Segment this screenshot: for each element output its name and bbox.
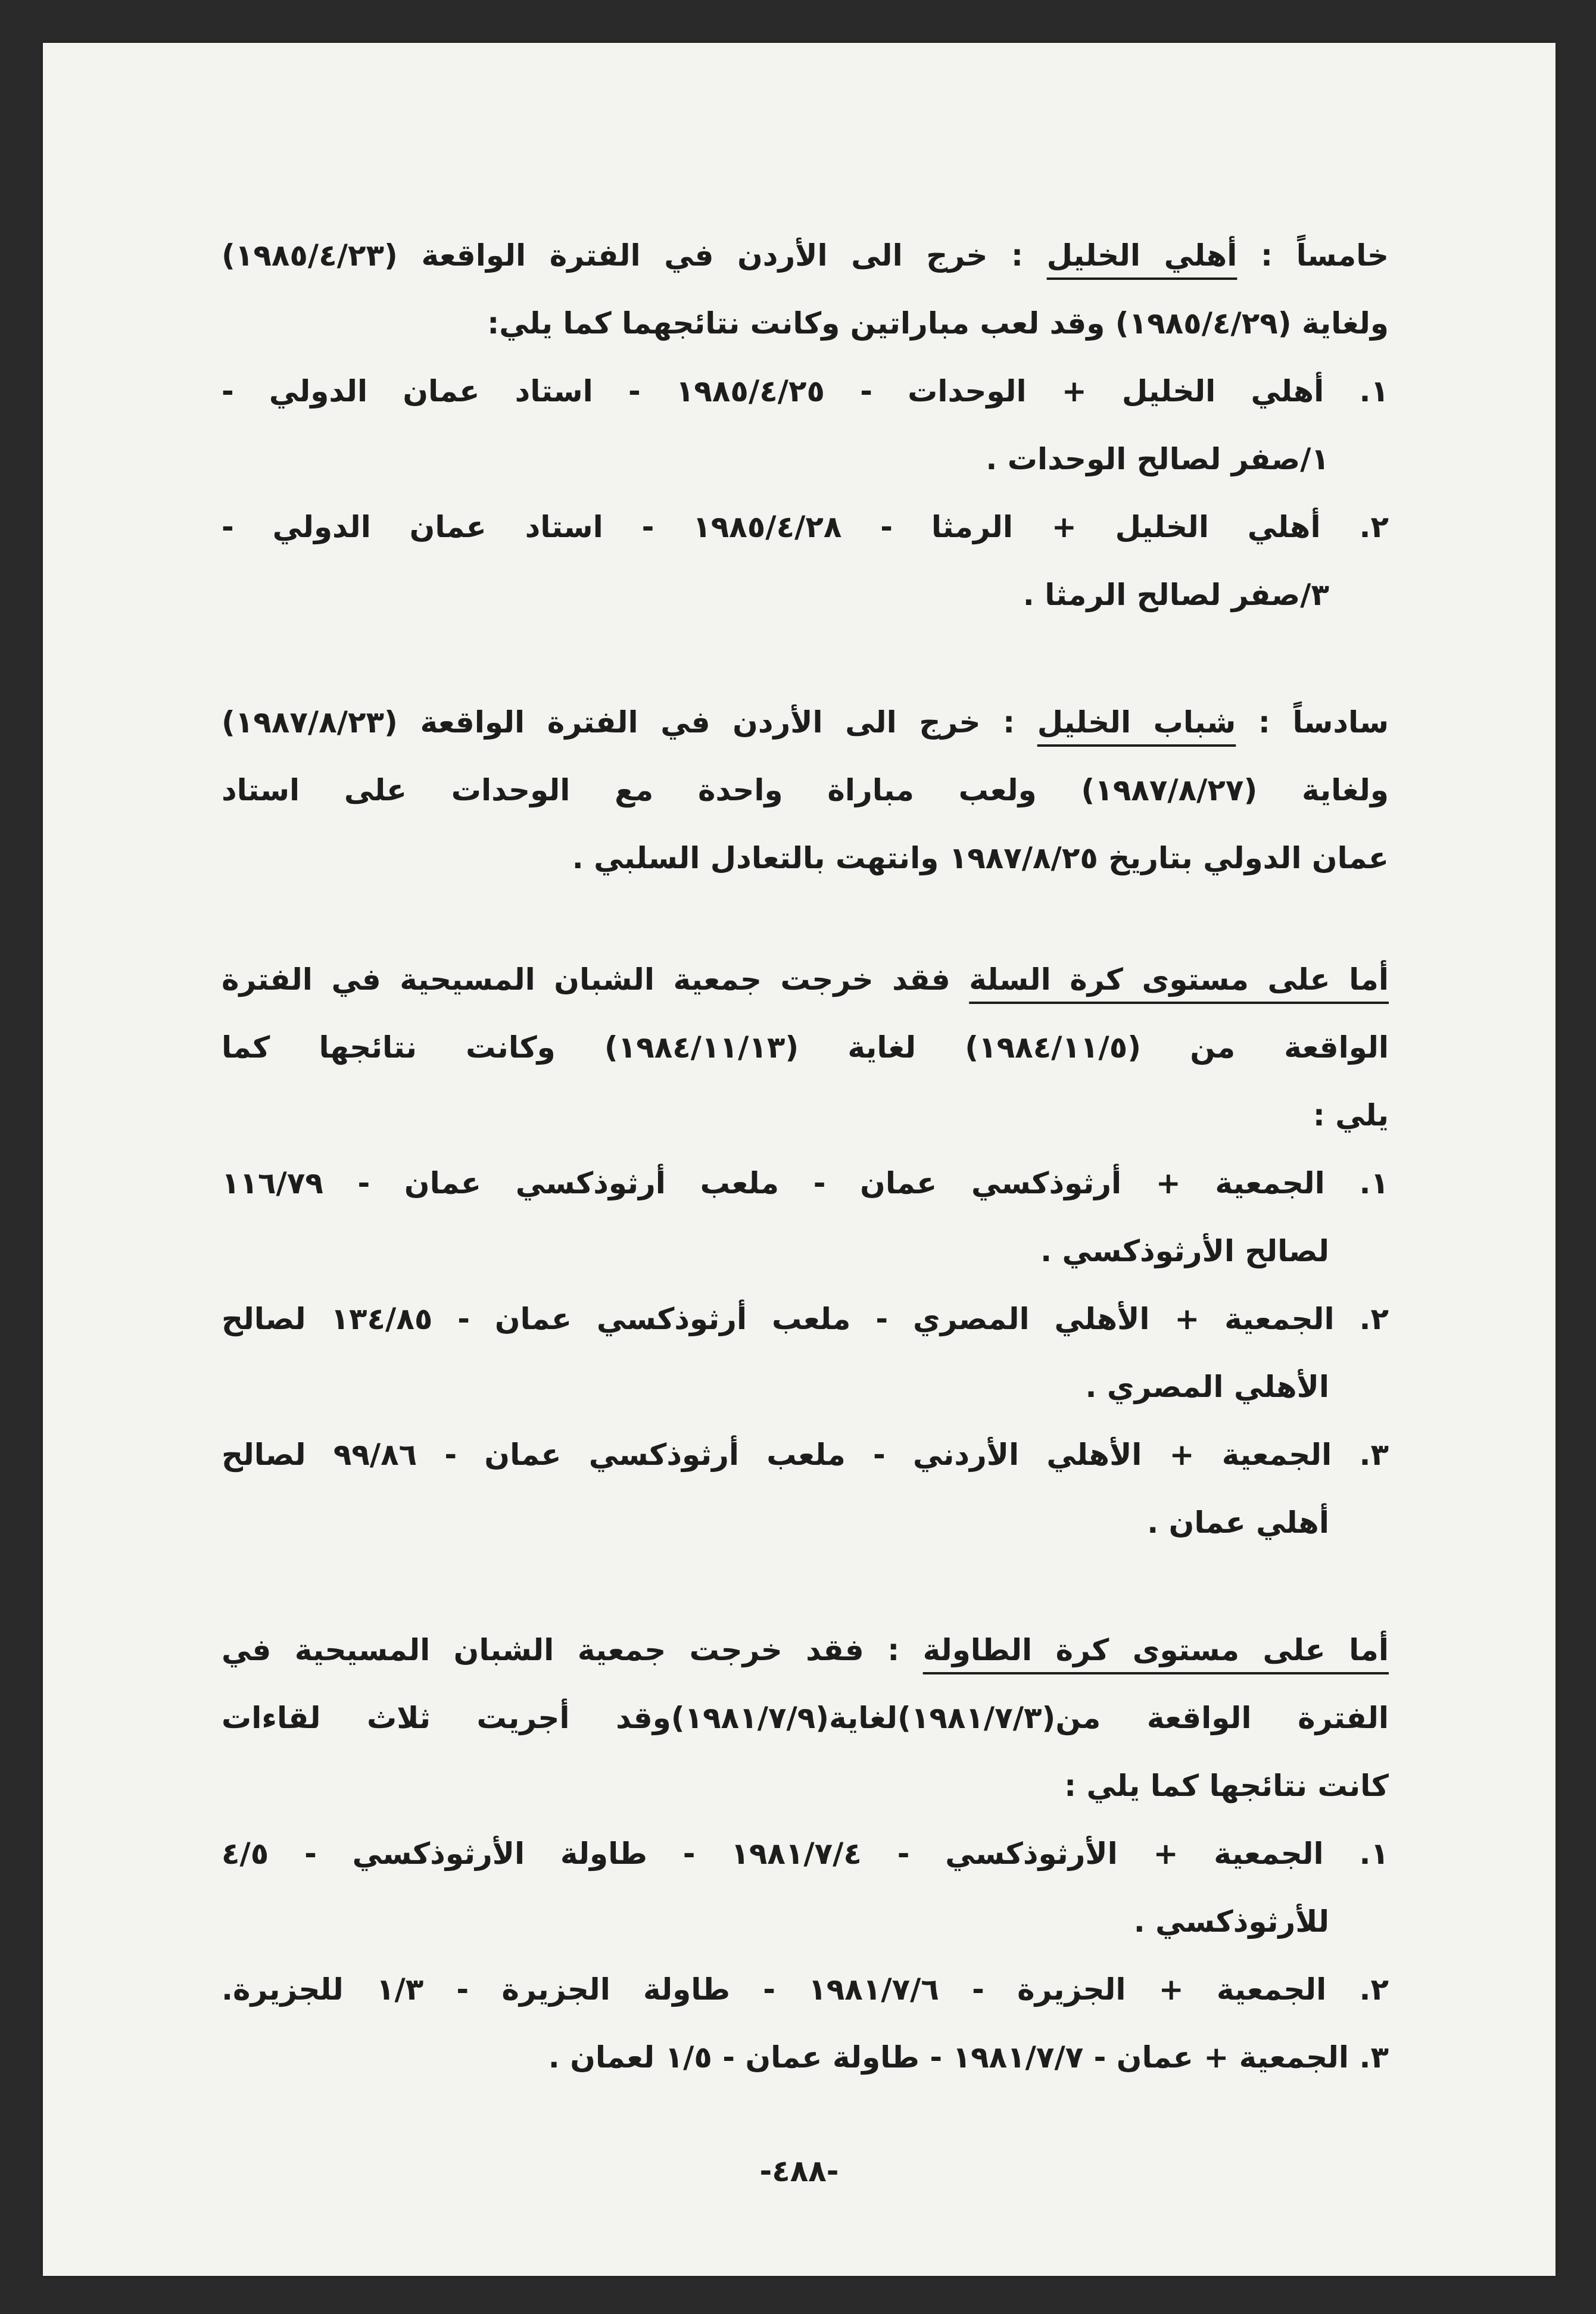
fifth-heading-line xyxy=(222,222,1389,289)
sixth-heading: شباب الخليل xyxy=(1037,705,1236,740)
spacer xyxy=(222,629,1389,688)
sixth-label: سادساً : xyxy=(1236,705,1389,740)
basketball-heading: أما على مستوى كرة السلة xyxy=(969,962,1389,997)
sixth-line-2: ولغاية (١٩٨٧/٨/٢٧) ولعب مباراة واحدة مع الوحدات على استاد xyxy=(222,773,1389,807)
tabletennis-item-1-cont: للأرثوذكسي . xyxy=(1133,1904,1329,1939)
tabletennis-line-2: الفترة الواقعة من(١٩٨١/٧/٣)لغاية(١٩٨١/٧/٩)وقد أجريت ثلاث لقاءات xyxy=(222,1701,1389,1735)
spacer xyxy=(222,1557,1389,1616)
tabletennis-heading: أما على مستوى كرة الطاولة xyxy=(922,1633,1389,1667)
fifth-item-2-cont: ٣/صفر لصالح الرمثا . xyxy=(1023,578,1329,612)
spacer xyxy=(222,892,1389,946)
basketball-item-3-cont: أهلي عمان . xyxy=(1147,1505,1329,1540)
sixth-heading-line xyxy=(222,688,1389,756)
basketball-item-1-cont: لصالح الأرثوذكسي . xyxy=(1040,1234,1329,1268)
fifth-heading: أهلي الخليل xyxy=(1046,238,1237,273)
basketball-line-2: الواقعة من (١٩٨٤/١١/٥) لغاية (١٩٨٤/١١/١٣) وكانت نتائجها كما xyxy=(222,1030,1389,1065)
basketball-item-2: ٢. الجمعية + الأهلي المصري - ملعب أرثوذكسي عمان - ١٣٤/٨٥ لصالح xyxy=(222,1302,1389,1336)
fifth-item-2: ٢. أهلي الخليل + الرمثا - ١٩٨٥/٤/٢٨ - استاد عمان الدولي - xyxy=(222,510,1389,544)
tabletennis-heading-line xyxy=(222,1616,1389,1684)
basketball-line-3: يلي : xyxy=(1313,1098,1389,1133)
sixth-line-3: عمان الدولي بتاريخ ١٩٨٧/٨/٢٥ وانتهت بالتعادل السلبي . xyxy=(572,841,1389,875)
basketball-item-2-cont: الأهلي المصري . xyxy=(1085,1370,1329,1404)
tabletennis-line-3: كانت نتائجها كما يلي : xyxy=(1064,1769,1389,1803)
fifth-item-1-cont: ١/صفر لصالح الوحدات . xyxy=(986,442,1329,476)
tabletennis-item-1: ١. الجمعية + الأرثوذكسي - ١٩٨١/٧/٤ - طاولة الأرثوذكسي - ٤/٥ xyxy=(222,1836,1389,1871)
basketball-item-3: ٣. الجمعية + الأهلي الأردني - ملعب أرثوذكسي عمان - ٩٩/٨٦ لصالح xyxy=(222,1437,1389,1472)
tabletennis-item-2: ٢. الجمعية + الجزيرة - ١٩٨١/٧/٦ - طاولة الجزيرة - ١/٣ للجزيرة. xyxy=(222,1972,1389,2007)
fifth-line-2: ولغاية (١٩٨٥/٤/٢٩) وقد لعب مباراتين وكانت نتائجهما كما يلي: xyxy=(487,306,1389,341)
document-body xyxy=(222,222,1389,2091)
document-page xyxy=(43,43,1556,2276)
basketball-heading-rest: فقد خرجت جمعية الشبان المسيحية في الفترة xyxy=(222,962,970,997)
sixth-heading-rest: : خرج الى الأردن في الفترة الواقعة (١٩٨٧/٨/٢٣) xyxy=(222,705,1037,740)
fifth-heading-rest: : خرج الى الأردن في الفترة الواقعة (١٩٨٥/٤/٢٣) xyxy=(222,238,1047,273)
tabletennis-item-3: ٣. الجمعية + عمان - ١٩٨١/٧/٧ - طاولة عمان - ١/٥ لعمان . xyxy=(548,2040,1389,2075)
basketball-heading-line xyxy=(222,946,1389,1013)
basketball-item-1: ١. الجمعية + أرثوذكسي عمان - ملعب أرثوذكسي عمان - ١١٦/٧٩ xyxy=(222,1166,1389,1200)
tabletennis-heading-rest: : فقد خرجت جمعية الشبان المسيحية في xyxy=(222,1633,923,1667)
fifth-item-1: ١. أهلي الخليل + الوحدات - ١٩٨٥/٤/٢٥ - استاد عمان الدولي - xyxy=(222,374,1389,408)
page-number: -٤٨٨- xyxy=(759,2154,839,2188)
fifth-label: خامساً : xyxy=(1237,238,1389,273)
